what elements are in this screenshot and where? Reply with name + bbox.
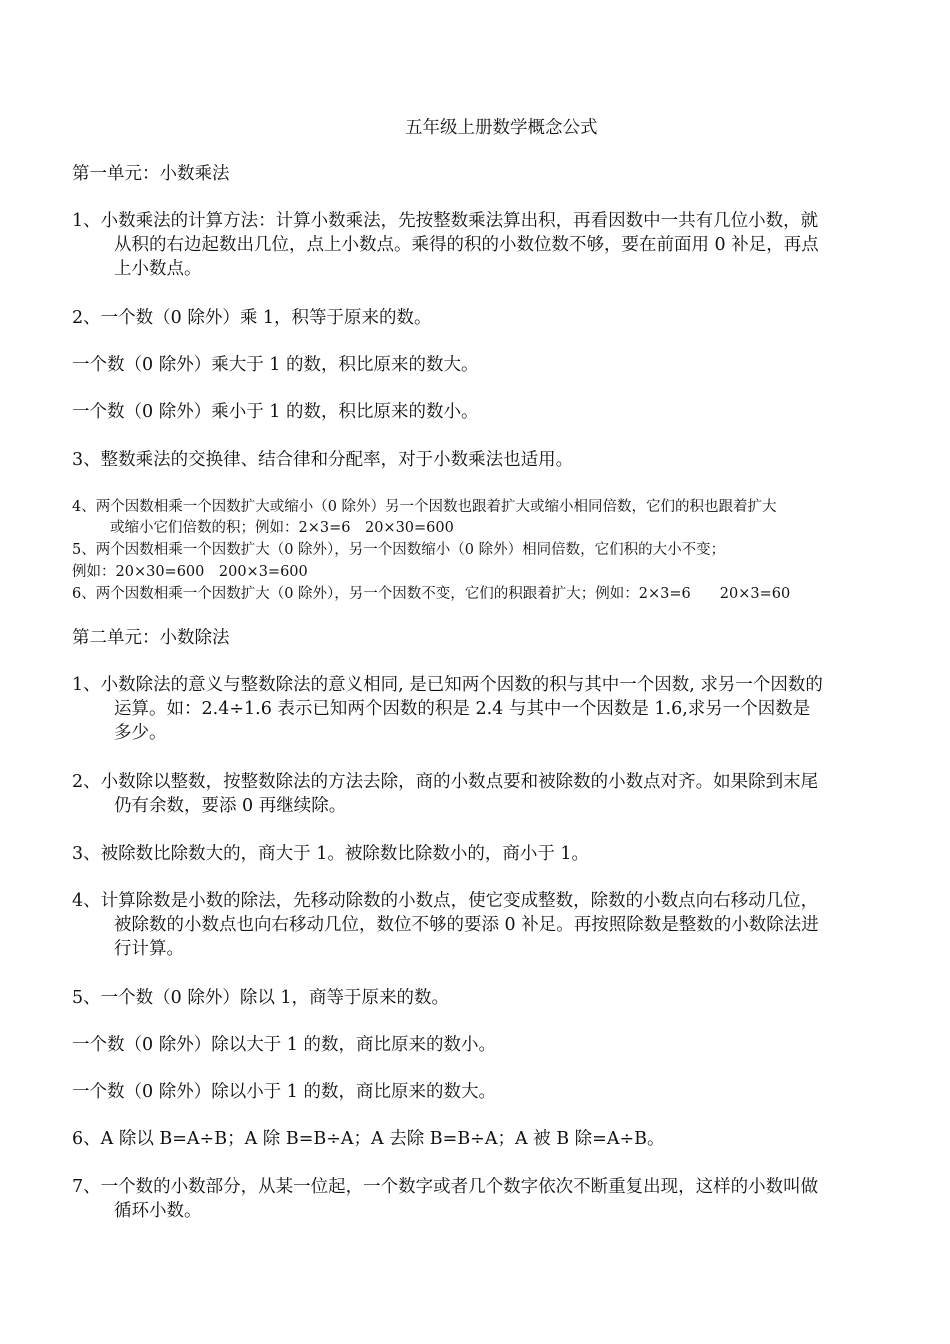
page-title: 五年级上册数学概念公式 — [405, 118, 598, 138]
unit2-item3: 3、被除数比除数大的，商大于 1。被除数比除数小的，商小于 1。 — [72, 844, 590, 864]
unit1-item1-line3: 上小数点。 — [114, 259, 202, 279]
unit2-item1-line1: 1、小数除法的意义与整数除法的意义相同, 是已知两个因数的积与其中一个因数, 求另一个因数的 — [72, 675, 823, 695]
unit2-item1-line3: 多少。 — [114, 723, 167, 743]
unit2-item4-line1: 4、计算除数是小数的除法，先移动除数的小数点，使它变成整数，除数的小数点向右移动几位， — [72, 891, 819, 911]
unit2-item6: 6、A 除以 B=A÷B；A 除 B=B÷A；A 去除 B=B÷A；A 被 B 除=A÷B。 — [72, 1129, 665, 1149]
unit2-item5: 5、一个数（0 除外）除以 1，商等于原来的数。 — [72, 988, 450, 1008]
unit1-item4-line1: 4、两个因数相乘一个因数扩大或缩小（0 除外）另一个因数也跟着扩大或缩小相同倍数，它们的积也跟着扩大 — [72, 499, 777, 515]
unit2-item4-line3: 行计算。 — [114, 939, 184, 959]
unit2-item7-line2: 循环小数。 — [114, 1201, 202, 1221]
unit1-heading: 第一单元：小数乘法 — [72, 164, 230, 184]
unit1-item5-line1: 5、两个因数相乘一个因数扩大（0 除外），另一个因数缩小（0 除外）相同倍数，它们积的大小不变； — [72, 542, 726, 558]
unit1-item4-line2: 或缩小它们倍数的积；例如：2×3=6 20×30=600 — [110, 520, 454, 536]
unit1-item3: 3、整数乘法的交换律、结合律和分配率，对于小数乘法也适用。 — [72, 450, 574, 470]
unit1-item5-line2: 例如：20×30=600 200×3=600 — [72, 564, 308, 580]
unit2-item5b: 一个数（0 除外）除以大于 1 的数，商比原来的数小。 — [72, 1035, 496, 1055]
unit2-item7-line1: 7、一个数的小数部分，从某一位起，一个数字或者几个数字依次不断重复出现，这样的小数叫做 — [72, 1177, 819, 1197]
unit1-item2b: 一个数（0 除外）乘大于 1 的数，积比原来的数大。 — [72, 355, 479, 375]
unit2-item2-line1: 2、小数除以整数，按整数除法的方法去除，商的小数点要和被除数的小数点对齐。如果除到末尾 — [72, 772, 819, 792]
unit2-heading: 第二单元：小数除法 — [72, 628, 230, 648]
unit2-item1-line2: 运算。如：2.4÷1.6 表示已知两个因数的积是 2.4 与其中一个因数是 1.6,求另一个因数是 — [114, 699, 811, 719]
unit1-item6: 6、两个因数相乘一个因数扩大（0 除外），另一个因数不变，它们的积跟着扩大；例如：2×3=6 20×3=60 — [72, 586, 791, 602]
unit2-item2-line2: 仍有余数，要添 0 再继续除。 — [114, 796, 347, 816]
unit1-item1-line1: 1、小数乘法的计算方法：计算小数乘法，先按整数乘法算出积，再看因数中一共有几位小数，就 — [72, 211, 819, 231]
unit1-item2: 2、一个数（0 除外）乘 1，积等于原来的数。 — [72, 308, 432, 328]
unit1-item1-line2: 从积的右边起数出几位，点上小数点。乘得的积的小数位数不够，要在前面用 0 补足，再点 — [114, 235, 819, 255]
unit1-item2c: 一个数（0 除外）乘小于 1 的数，积比原来的数小。 — [72, 402, 479, 422]
unit2-item4-line2: 被除数的小数点也向右移动几位，数位不够的要添 0 补足。再按照除数是整数的小数除法进 — [114, 915, 819, 935]
unit2-item5c: 一个数（0 除外）除以小于 1 的数，商比原来的数大。 — [72, 1082, 496, 1102]
